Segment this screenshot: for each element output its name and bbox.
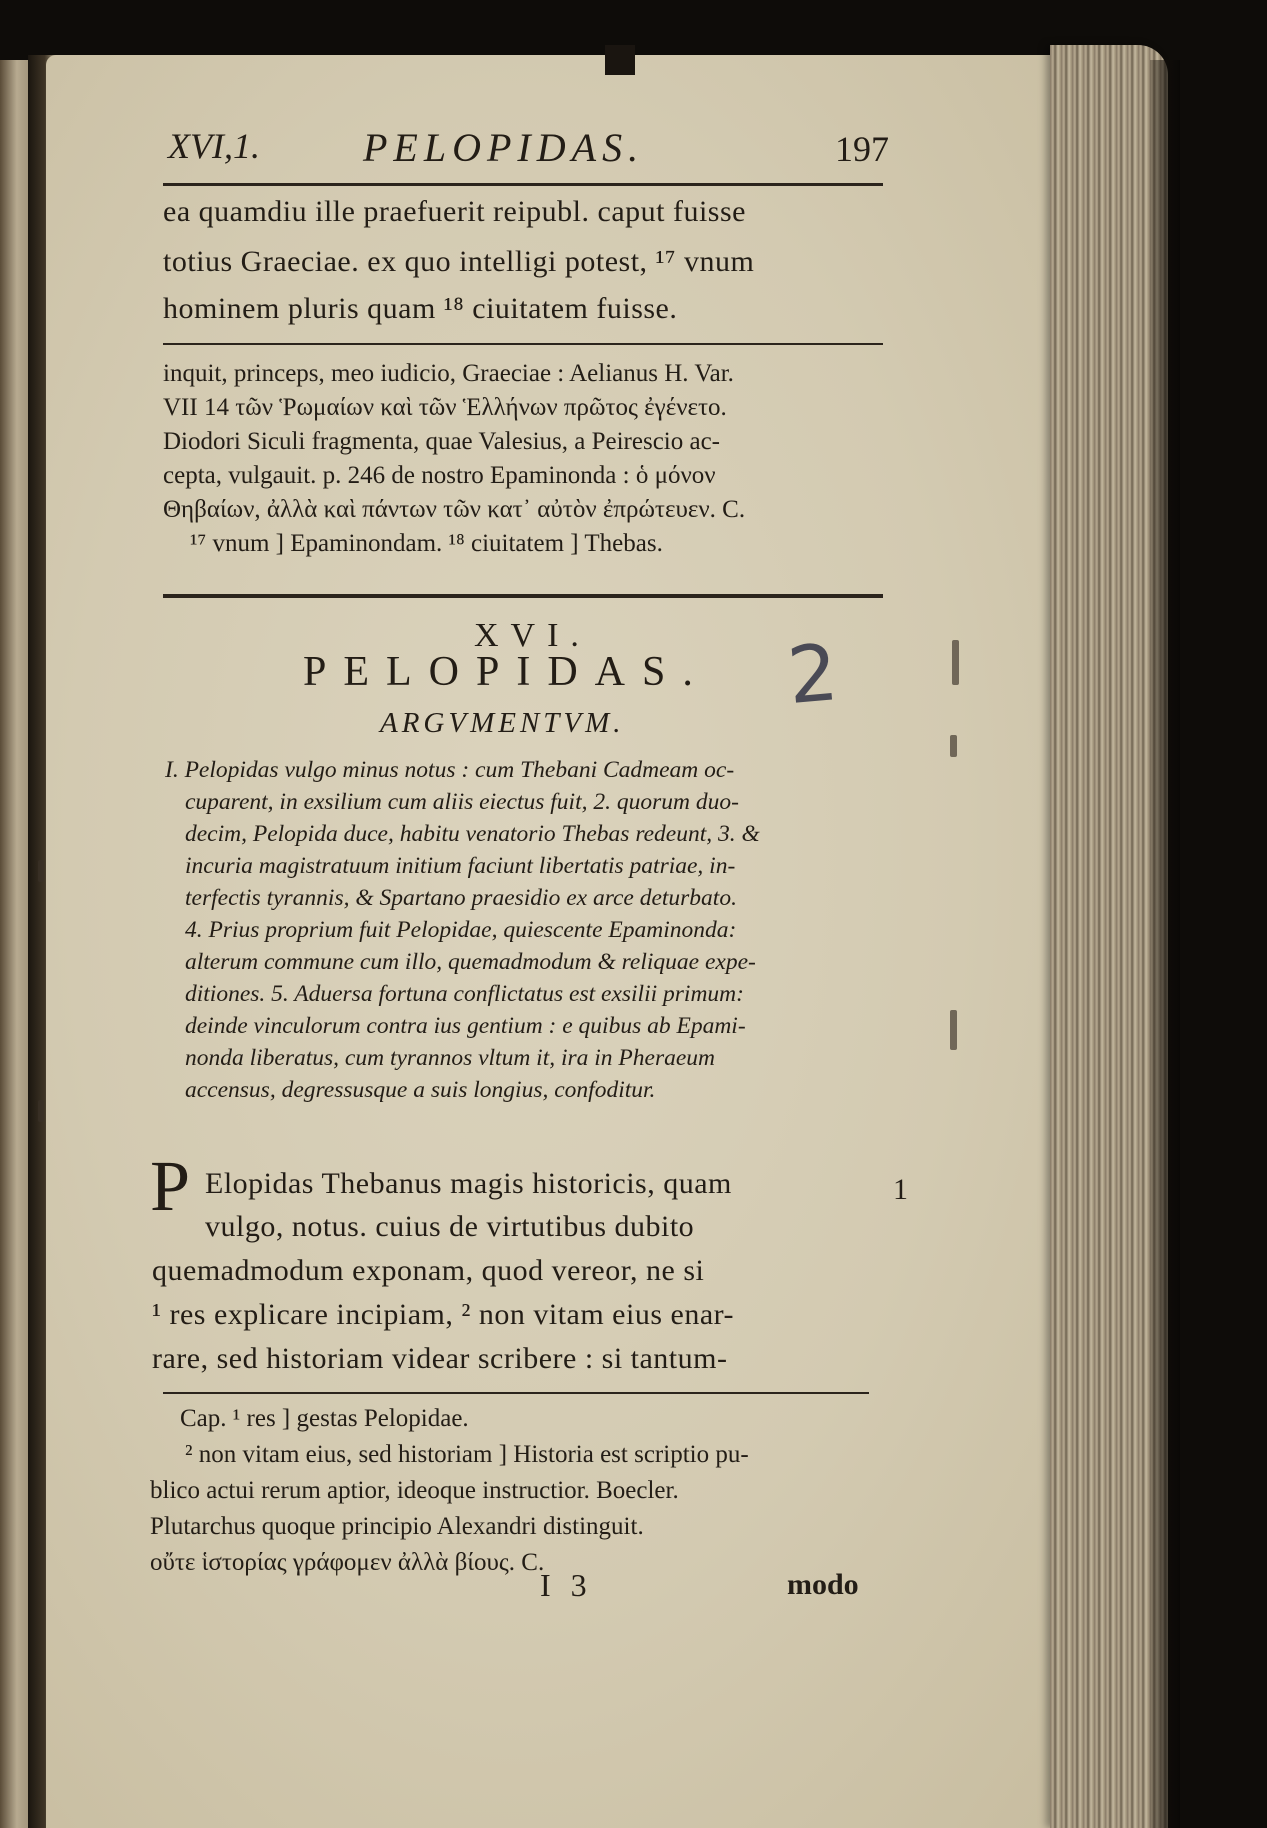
footnote-line: blico actui rerum aptior, ideoque instructior. Boecler. xyxy=(150,1477,679,1504)
footnote-rule xyxy=(163,1392,869,1394)
margin-section-number: 1 xyxy=(893,1173,908,1206)
catchword: modo xyxy=(787,1568,859,1601)
argument-line: deinde vinculorum contra ius gentium : e quibus ab Epami- xyxy=(185,1013,746,1039)
argument-line: I. Pelopidas vulgo minus notus : cum Thebani Cadmeam oc- xyxy=(165,757,735,783)
argument-line: cuparent, in exsilium cum aliis eiectus fuit, 2. quorum duo- xyxy=(185,789,739,815)
section-title: PELOPIDAS. xyxy=(303,649,710,695)
body-line: quemadmodum exponam, quod vereor, ne si xyxy=(152,1254,705,1287)
signature-mark: I 3 xyxy=(540,1567,593,1603)
body-line: vulgo, notus. cuius de virtutibus dubito xyxy=(205,1210,695,1243)
argument-line: 4. Prius proprium fuit Pelopidae, quiescente Epaminonda: xyxy=(185,917,737,943)
argument-line: ditiones. 5. Aduersa fortuna conflictatus est exsilii primum: xyxy=(185,981,744,1007)
footnote-line: ² non vitam eius, sed historiam ] Historia est scriptio pu- xyxy=(185,1441,749,1468)
section-number: XVI. xyxy=(474,617,591,654)
body-line: ea quamdiu ille praefuerit reipubl. caput fuisse xyxy=(163,195,746,228)
argument-line: nonda liberatus, cum tyrannos vltum it, ira in Pheraeum xyxy=(185,1045,716,1071)
footnote-line: Cap. ¹ res ] gestas Pelopidae. xyxy=(180,1405,469,1432)
binding-tab xyxy=(605,45,635,75)
pencil-annotation: 2 xyxy=(784,628,842,722)
note-line: VII 14 τῶν Ῥωμαίων καὶ τῶν Ἑλλήνων πρῶτος ἐγένετο. xyxy=(163,394,727,421)
note-line: Diodori Siculi fragmenta, quae Valesius, a Peirescio ac- xyxy=(163,428,721,455)
margin-mark xyxy=(950,735,957,757)
note-line: cepta, vulgauit. p. 246 de nostro Epaminonda : ὁ μόνον xyxy=(163,462,716,489)
margin-mark xyxy=(950,1010,957,1050)
argument-line: alterum commune cum illo, quemadmodum & reliquae expe- xyxy=(185,949,756,975)
page-number: 197 xyxy=(835,129,889,169)
note-line: inquit, princeps, meo iudicio, Graeciae : Aelianus H. Var. xyxy=(163,360,734,387)
body-line: rare, sed historiam videar scribere : si tantum- xyxy=(152,1342,728,1375)
margin-mark xyxy=(38,860,44,882)
body-line: hominem pluris quam ¹⁸ ciuitatem fuisse. xyxy=(163,292,678,325)
argument-line: accensus, degressusque a suis longius, confoditur. xyxy=(185,1077,656,1103)
notes-rule xyxy=(163,343,883,345)
running-head-chapter: XVI,1. xyxy=(168,126,260,166)
body-line: Elopidas Thebanus magis historicis, quam xyxy=(205,1167,732,1200)
body-line: totius Graeciae. ex quo intelligi potest, ¹⁷ vnum xyxy=(163,245,755,278)
margin-mark xyxy=(952,640,959,685)
argument-line: decim, Pelopida duce, habitu venatorio Thebas redeunt, 3. & xyxy=(185,821,760,847)
footnote-line: Plutarchus quoque principio Alexandri distinguit. xyxy=(150,1513,644,1540)
argument-line: incuria magistratuum initium faciunt libertatis patriae, in- xyxy=(185,853,736,879)
argument-heading: ARGVMENTVM. xyxy=(380,707,625,739)
footnote-line: οὔτε ἱστορίας γράφομεν ἀλλὰ βίους. C. xyxy=(150,1549,545,1576)
drop-capital: P xyxy=(150,1146,191,1226)
running-head-title: PELOPIDAS. xyxy=(363,125,645,170)
header-rule xyxy=(163,183,883,186)
argument-line: terfectis tyrannis, & Spartano praesidio ex arce deturbato. xyxy=(185,885,737,911)
note-line: Θηβαίων, ἀλλὰ καὶ πάντων τῶν κατ᾽ αὐτὸν ἐπρώτευεν. C. xyxy=(163,496,746,523)
section-rule xyxy=(163,594,883,598)
body-line: ¹ res explicare incipiam, ² non vitam eius enar- xyxy=(152,1298,735,1331)
margin-mark xyxy=(38,1100,44,1122)
fore-edge-shadow xyxy=(1150,60,1180,1828)
note-line: ¹⁷ vnum ] Epaminondam. ¹⁸ ciuitatem ] Thebas. xyxy=(190,530,663,557)
